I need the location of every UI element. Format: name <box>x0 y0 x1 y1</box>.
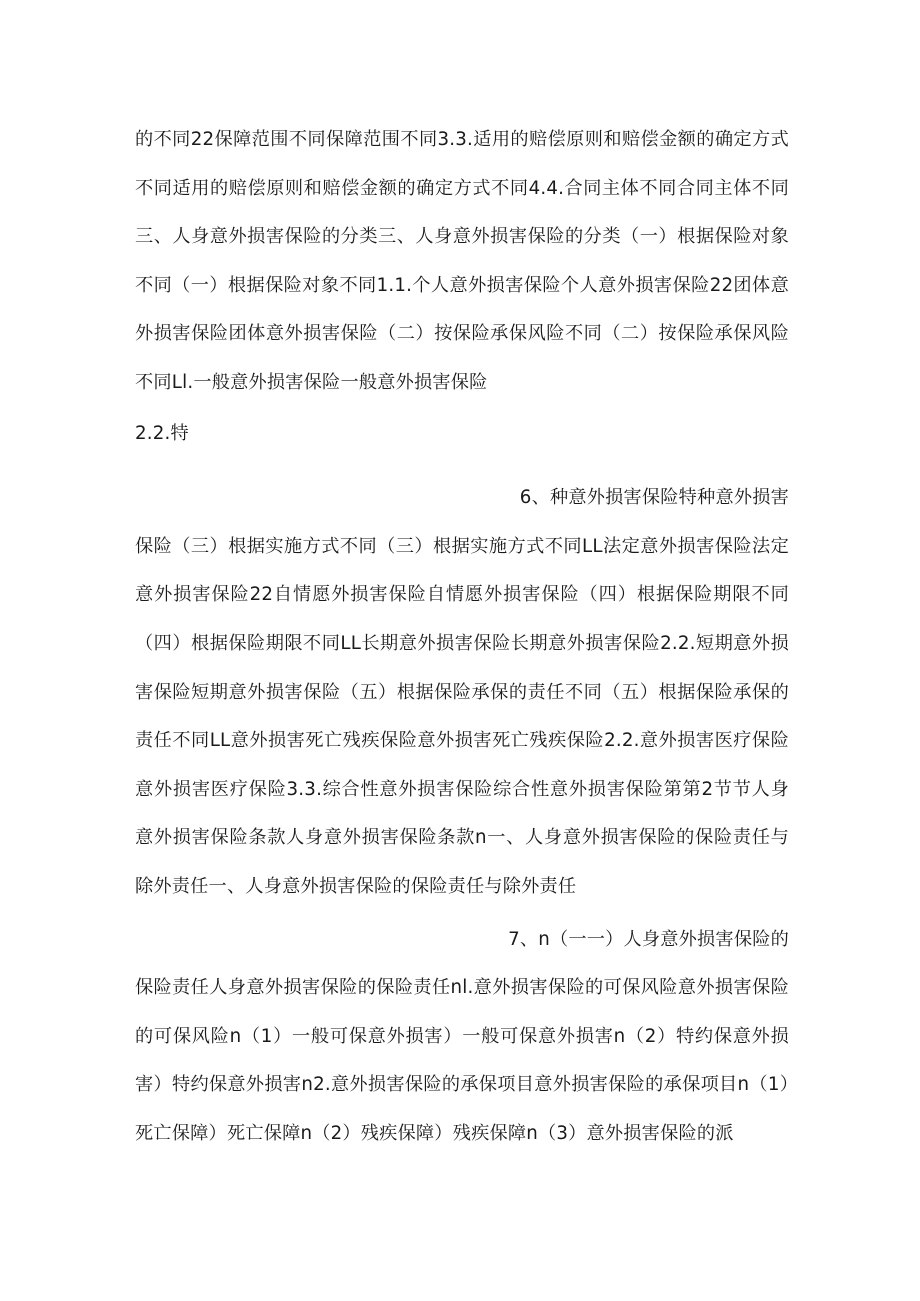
paragraph-5: 7、n（一一）人身意外损害保险的 <box>508 928 789 950</box>
document-page <box>135 116 789 1158</box>
paragraph-6: 保险责任人身意外损害保险的保险责任nl.意外损害保险的可保风险意外损害保险的可保风险n（1）一般可保意外损害）一般可保意外损害n（2）特约保意外损害）特约保意外损害n2.意外损害保险的承保项目意外损害保险的承保项目n（1）死亡保障）死亡保障n（2）残疾保障）残疾保障n（3）意外损害保险的派 <box>135 977 789 1144</box>
paragraph-2: 2.2.特 <box>135 422 189 444</box>
paragraph-3: 6、种意外损害保险特种意外损害 <box>519 487 789 509</box>
paragraph-1: 的不同22保障范围不同保障范围不同3.3.适用的赔偿原则和赔偿金额的确定方式不同适用的赔偿原则和赔偿金额的确定方式不同4.4.合同主体不同合同主体不同三、人身意外损害保险的分类三、人身意外损害保险的分类（一）根据保险对象不同（一）根据保险对象不同1.1.个人意外损害保险个人意外损害保险22团体意外损害保险团体意外损害保险（二）按保险承保风险不同（二）按保险承保风险不同Ll.一般意外损害保险一般意外损害保险 <box>135 129 789 393</box>
paragraph-4: 保险（三）根据实施方式不同（三）根据实施方式不同LL法定意外损害保险法定意外损害保险22自情愿外损害保险自情愿外损害保险（四）根据保险期限不同（四）根据保险期限不同LL长期意外损害保险长期意外损害保险2.2.短期意外损害保险短期意外损害保险（五）根据保险承保的责任不同（五）根据保险承保的责任不同LL意外损害死亡残疾保险意外损害死亡残疾保险2.2.意外损害医疗保险意外损害医疗保险3.3.综合性意外损害保险综合性意外损害保险第第2节节人身意外损害保险条款人身意外损害保险条款n一、人身意外损害保险的保险责任与除外责任一、人身意外损害保险的保险责任与除外责任 <box>135 535 789 897</box>
